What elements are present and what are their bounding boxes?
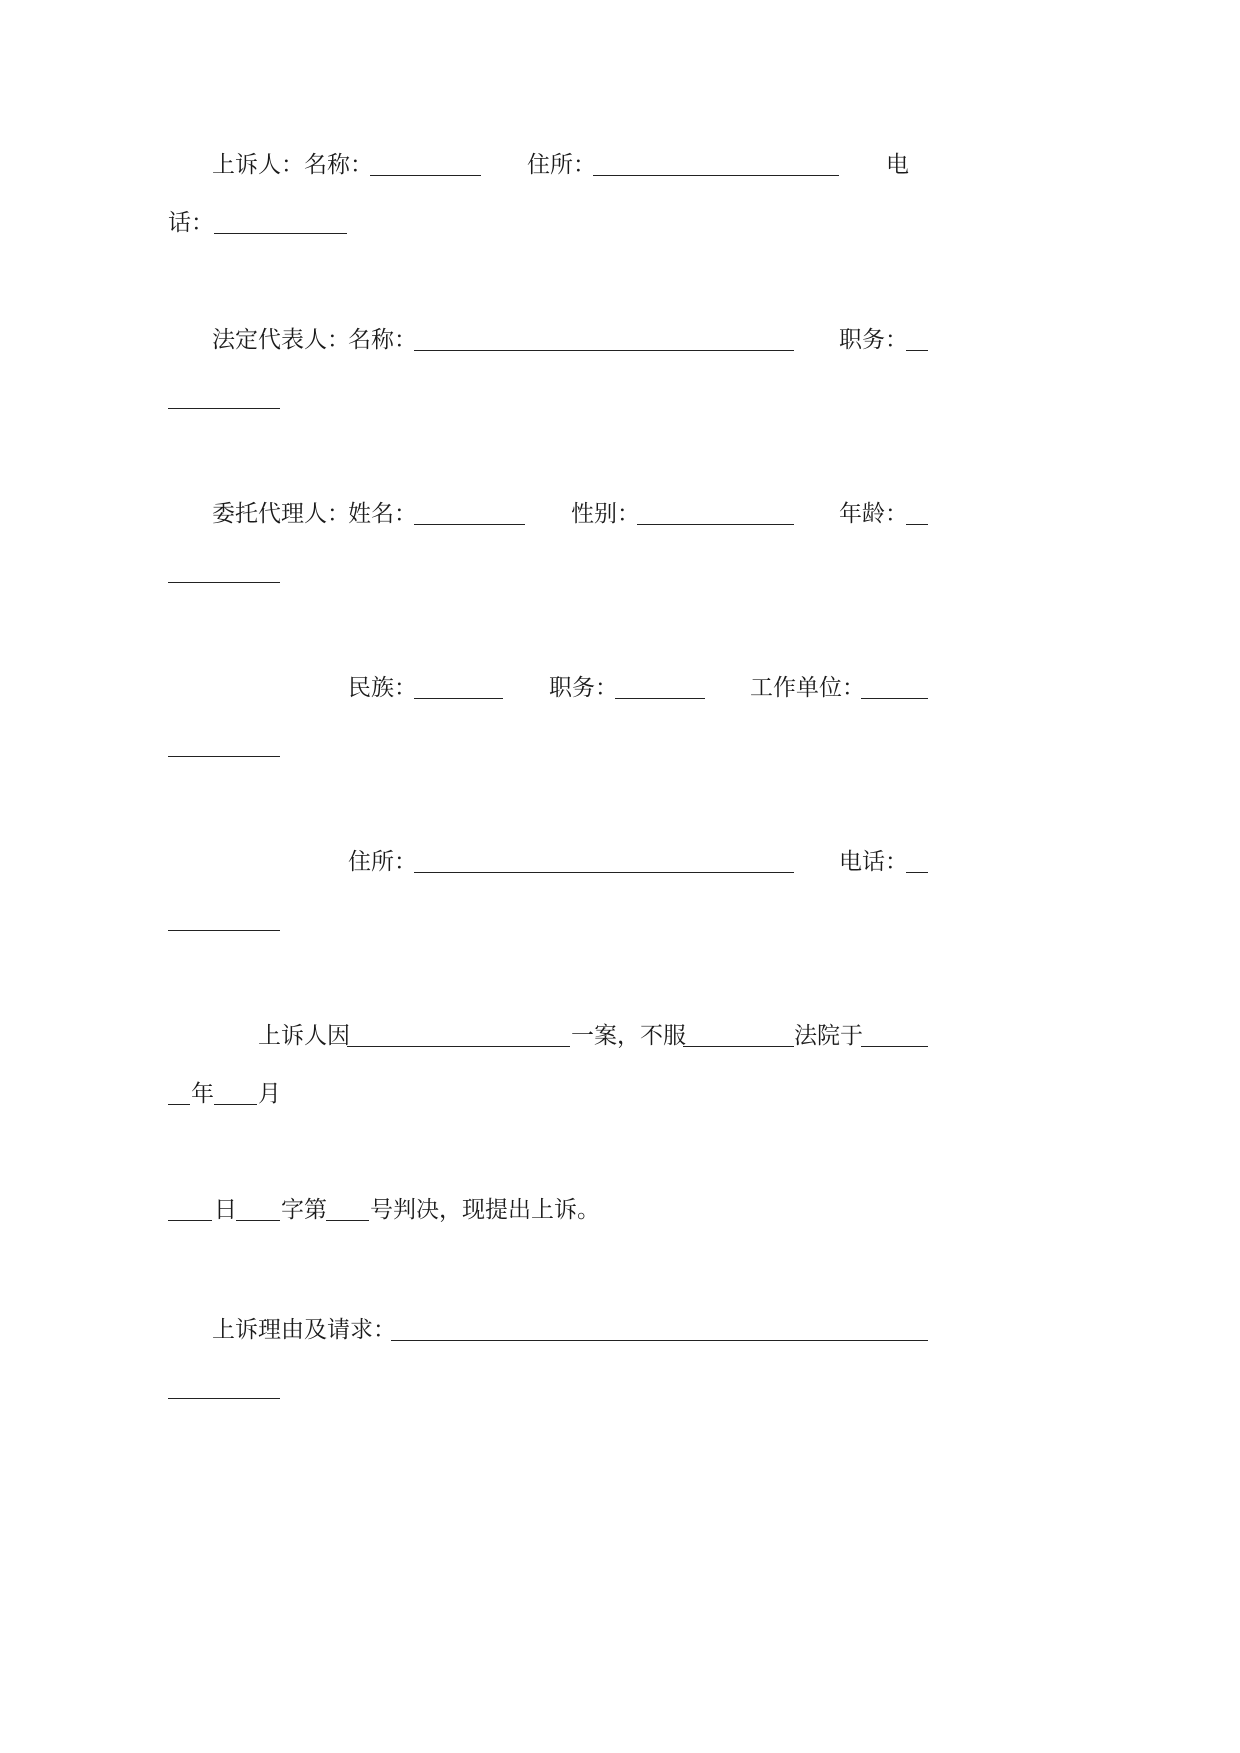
agent-address-label: 住所： xyxy=(348,849,417,875)
appellant-name-field[interactable] xyxy=(370,175,481,176)
appellant-phone-field[interactable] xyxy=(214,233,347,234)
agent-ethnicity-field[interactable] xyxy=(414,698,503,699)
appellant-label: 上诉人： xyxy=(212,152,304,178)
appellant-phone-label-end: 话： xyxy=(168,210,214,236)
case-name-field[interactable] xyxy=(347,1046,570,1047)
agent-workplace-field-start[interactable] xyxy=(861,698,928,699)
month-label: 月 xyxy=(258,1081,281,1107)
court-name-field[interactable] xyxy=(683,1046,794,1047)
legal-rep-label: 法定代表人： xyxy=(212,327,350,353)
legal-rep-name-field[interactable] xyxy=(414,350,794,351)
agent-gender-field[interactable] xyxy=(637,524,794,525)
legal-rep-position-field-end[interactable] xyxy=(168,408,280,409)
appellant-phone-label-start: 电 xyxy=(886,152,909,178)
agent-age-label: 年龄： xyxy=(839,501,908,527)
agent-phone-field-start[interactable] xyxy=(906,872,928,873)
statement-part3: 法院于 xyxy=(794,1023,863,1049)
agent-name-field[interactable] xyxy=(414,524,525,525)
grounds-field-start[interactable] xyxy=(391,1340,928,1341)
legal-rep-position-label: 职务： xyxy=(839,327,908,353)
agent-name-label: 姓名： xyxy=(348,501,417,527)
statement-part1: 上诉人因 xyxy=(258,1023,350,1049)
year-label: 年 xyxy=(191,1081,214,1107)
year-field-end[interactable] xyxy=(168,1104,190,1105)
agent-workplace-label: 工作单位： xyxy=(750,675,865,701)
year-field-start[interactable] xyxy=(861,1046,928,1047)
statement-suffix: 号判决，现提出上诉。 xyxy=(370,1197,600,1223)
agent-address-field[interactable] xyxy=(414,872,794,873)
agent-workplace-field-end[interactable] xyxy=(168,756,280,757)
char-field[interactable] xyxy=(236,1220,280,1221)
appellant-name-label: 名称： xyxy=(304,152,373,178)
appellant-address-field[interactable] xyxy=(593,175,839,176)
grounds-label: 上诉理由及请求： xyxy=(212,1317,396,1343)
agent-age-field-end[interactable] xyxy=(168,582,280,583)
agent-phone-field-end[interactable] xyxy=(168,930,280,931)
char-label: 字第 xyxy=(281,1197,327,1223)
legal-rep-name-label: 名称： xyxy=(348,327,417,353)
day-label: 日 xyxy=(214,1197,237,1223)
number-field[interactable] xyxy=(326,1220,369,1221)
month-field[interactable] xyxy=(214,1104,257,1105)
appellant-address-label: 住所： xyxy=(527,152,596,178)
agent-ethnicity-label: 民族： xyxy=(348,675,417,701)
grounds-field-end[interactable] xyxy=(168,1398,280,1399)
legal-rep-position-field-start[interactable] xyxy=(906,350,928,351)
day-field[interactable] xyxy=(168,1220,212,1221)
statement-part2: 一案，不服 xyxy=(571,1023,686,1049)
agent-age-field-start[interactable] xyxy=(906,524,928,525)
agent-position-label: 职务： xyxy=(549,675,618,701)
agent-position-field[interactable] xyxy=(615,698,705,699)
agent-phone-label: 电话： xyxy=(839,849,908,875)
agent-label: 委托代理人： xyxy=(212,501,350,527)
agent-gender-label: 性别： xyxy=(571,501,640,527)
